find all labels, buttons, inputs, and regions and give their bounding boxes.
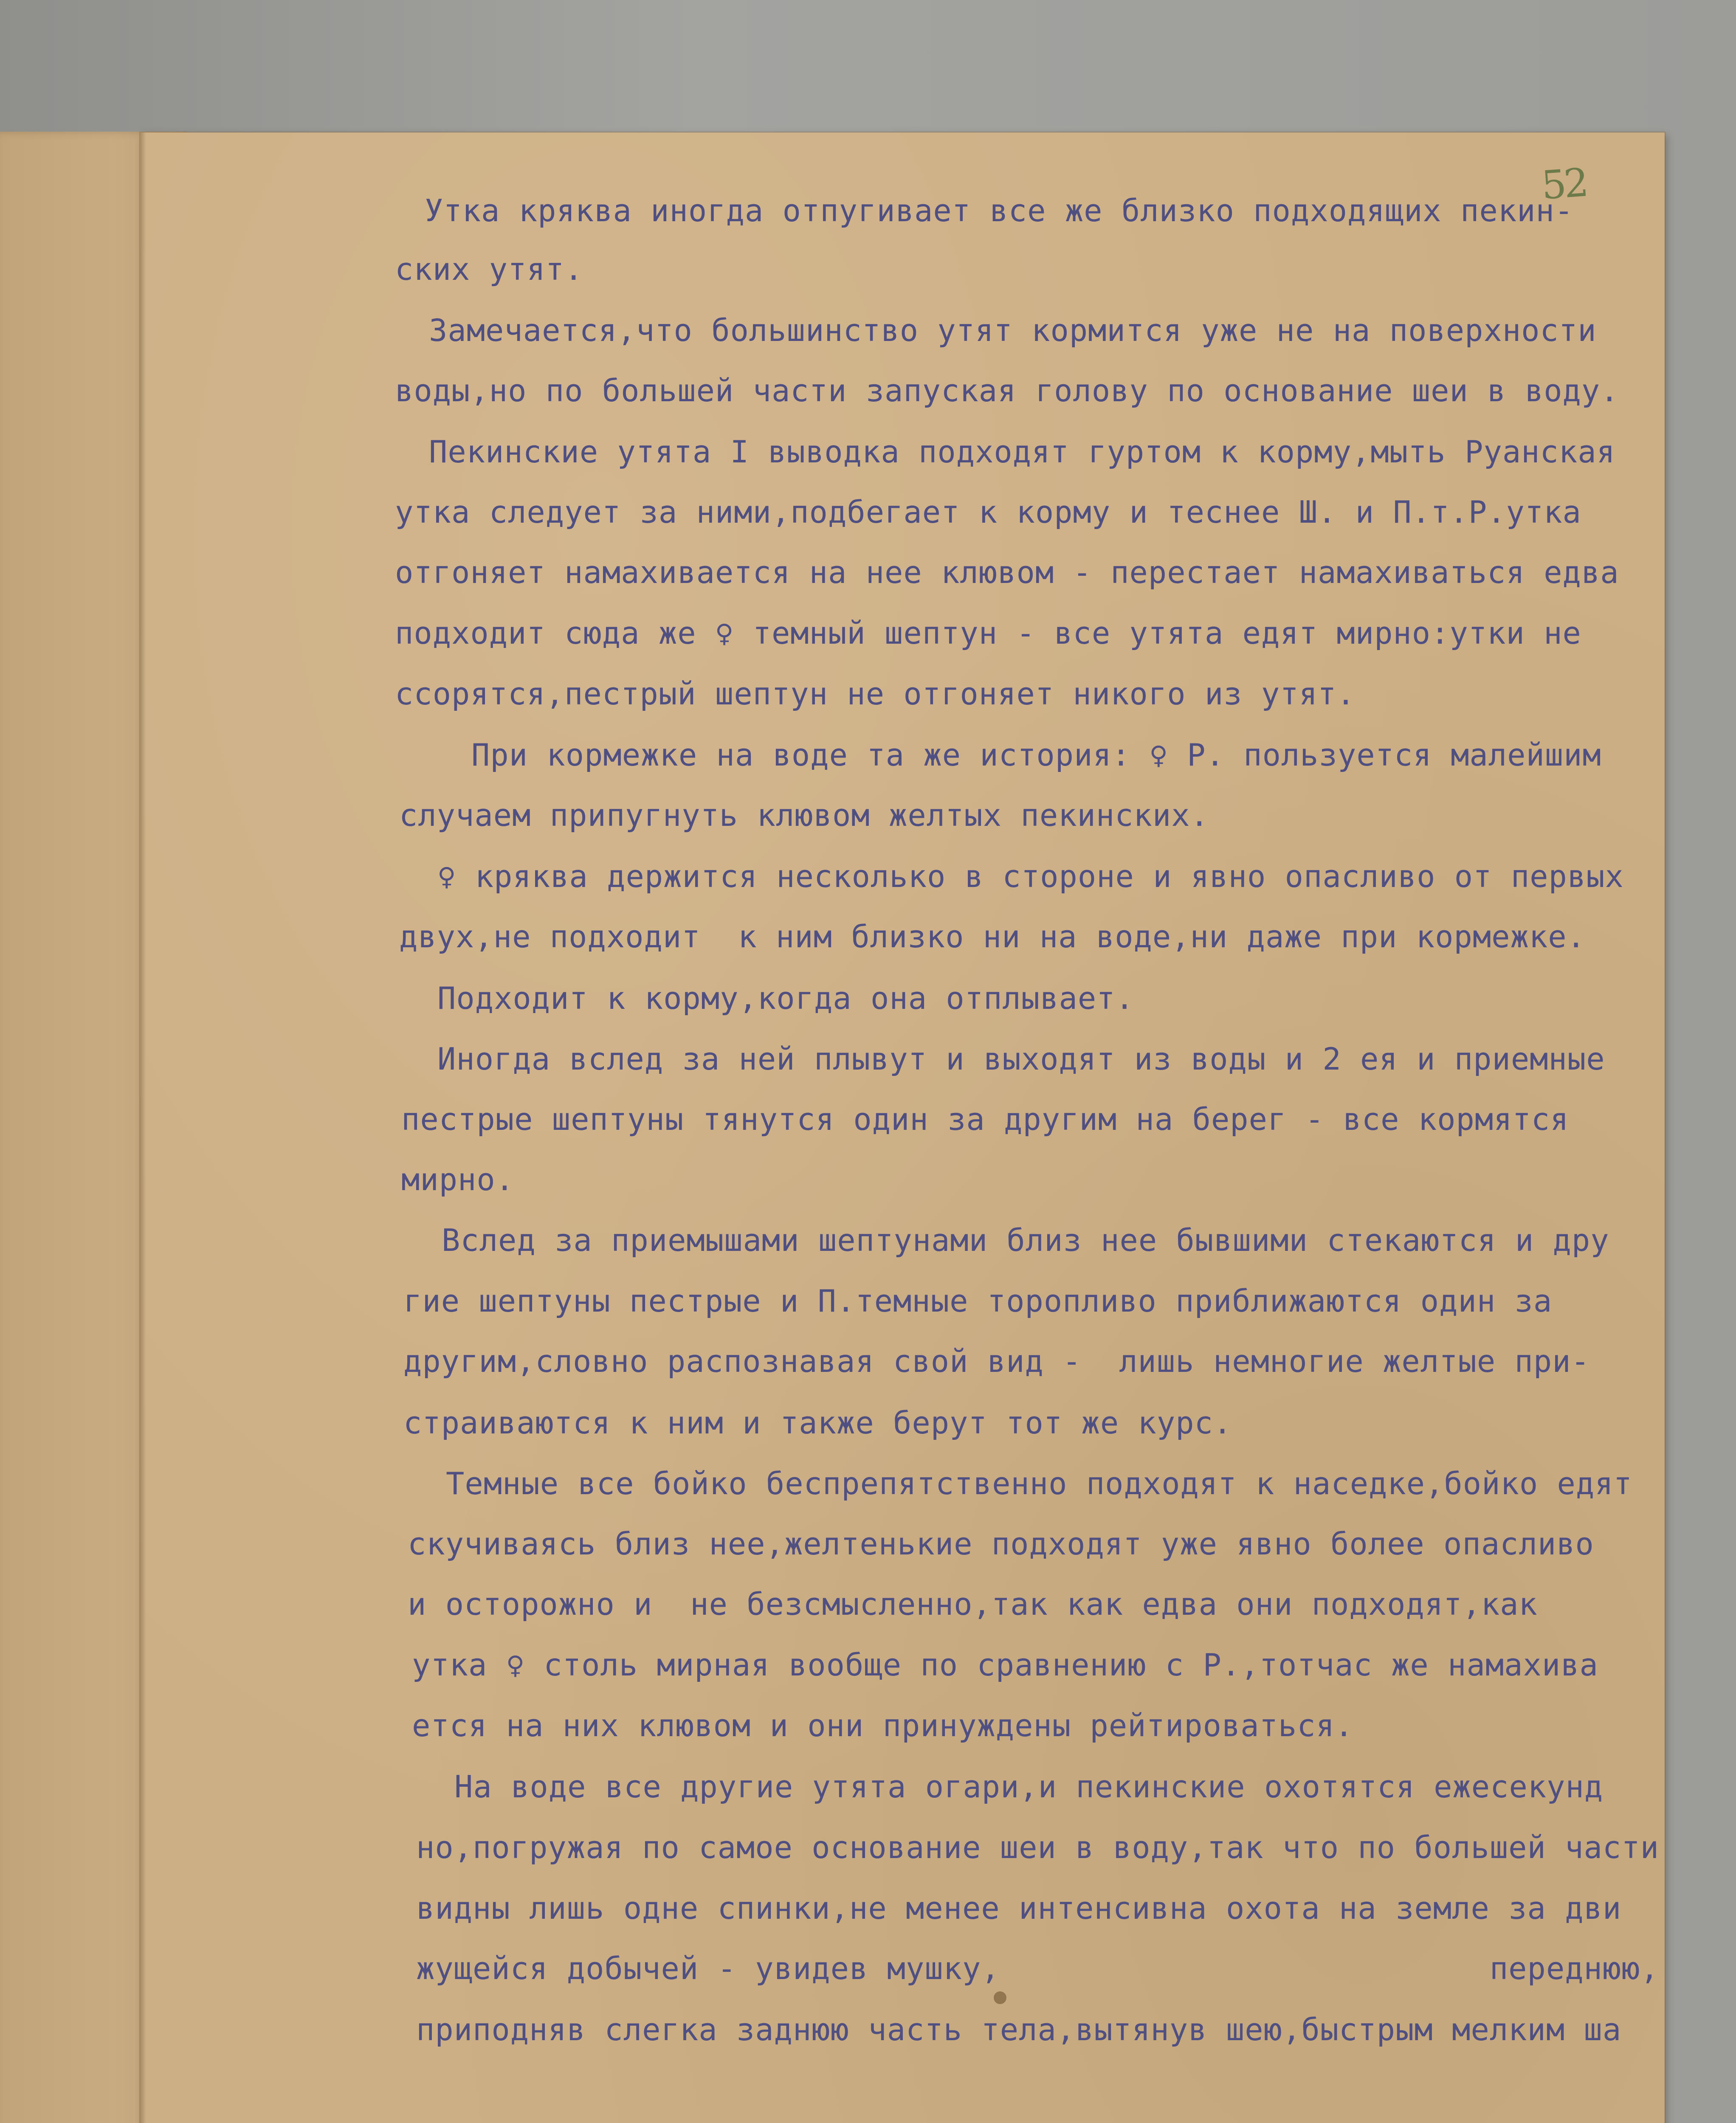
text-line: Вслед за приемышами шептунами близ нее бывшими стекаются и дру — [442, 1222, 1609, 1258]
text-line: утка ♀ столь мирная вообще по сравнению с Р.,тотчас же намахива — [412, 1647, 1598, 1683]
text-line: Подходит к корму,когда она отплывает. — [437, 980, 1134, 1016]
text-line: случаем припугнуть клювом желтых пекинских. — [399, 797, 1209, 833]
text-line: скучиваясь близ нее,желтенькие подходят уже явно более опасливо — [408, 1526, 1594, 1562]
text-line: подходит сюда же ♀ темный шептун - все утята едят мирно:утки не — [395, 615, 1581, 651]
text-line: мирно. — [401, 1162, 515, 1197]
text-line: видны лишь одне спинки,не менее интенсивна охота на земле за дви — [416, 1890, 1622, 1926]
text-line: ♀ кряква держится несколько в стороне и явно опасливо от первых — [437, 859, 1624, 894]
text-line: Иногда вслед за ней плывут и выходят из воды и 2 ея и приемные — [437, 1041, 1605, 1077]
text-line: приподняв слегка заднюю часть тела,вытянув шею,быстрым мелким ша — [416, 2012, 1622, 2047]
text-line: страиваются к ним и также берут тот же курс. — [403, 1405, 1232, 1441]
text-line: жущейся добычей - увидев мушку, переднюю, — [416, 1951, 1659, 1986]
page-fold — [140, 132, 146, 2123]
text-line: ских утят. — [395, 251, 583, 287]
text-line: Пекинские утята I выводка подходят гуртом к корму,мыть Руанская — [429, 434, 1615, 470]
text-line: пестрые шептуны тянутся один за другим на берег - все кормятся — [401, 1101, 1569, 1137]
text-line: Утка кряква иногда отпугивает все же близко подходящих пекин- — [425, 193, 1574, 228]
text-line: гие шептуны пестрые и П.темные торопливо приближаются один за — [403, 1283, 1553, 1319]
text-line: Темные все бойко беспрепятственно подходят к наседке,бойко едят — [446, 1466, 1632, 1501]
text-line: утка следует за ними,подбегает к корму и теснее Ш. и П.т.Р.утка — [395, 494, 1581, 530]
text-line: ссорятся,пестрый шептун не отгоняет никого из утят. — [395, 676, 1356, 712]
text-line: и осторожно и не безсмысленно,так как едва они подходят,как — [408, 1586, 1538, 1622]
text-line: воды,но по большей части запуская голову по основание шеи в воду. — [395, 373, 1619, 408]
folio-number: 52 — [1540, 160, 1588, 208]
text-line: другим,словно распознавая свой вид - лишь немногие желтые при- — [403, 1343, 1590, 1379]
text-line: На воде все другие утята огари,и пекинские охотятся ежесекунд — [454, 1769, 1604, 1805]
text-line: но,погружая по самое основание шеи в воду,так что по большей части — [416, 1830, 1659, 1865]
text-line: ется на них клювом и они принуждены рейтироваться. — [412, 1708, 1354, 1743]
paper-spot — [994, 1991, 1006, 2004]
text-line: двух,не подходит к ним близко ни на воде,ни даже при кормежке. — [399, 919, 1586, 955]
text-line: Замечается,что большинство утят кормится уже не на поверхности — [429, 313, 1597, 348]
text-line: отгоняет намахивается на нее клювом - перестает намахиваться едва — [395, 555, 1619, 590]
text-line: При кормежке на воде та же история: ♀ Р. пользуется малейшим — [471, 737, 1601, 773]
